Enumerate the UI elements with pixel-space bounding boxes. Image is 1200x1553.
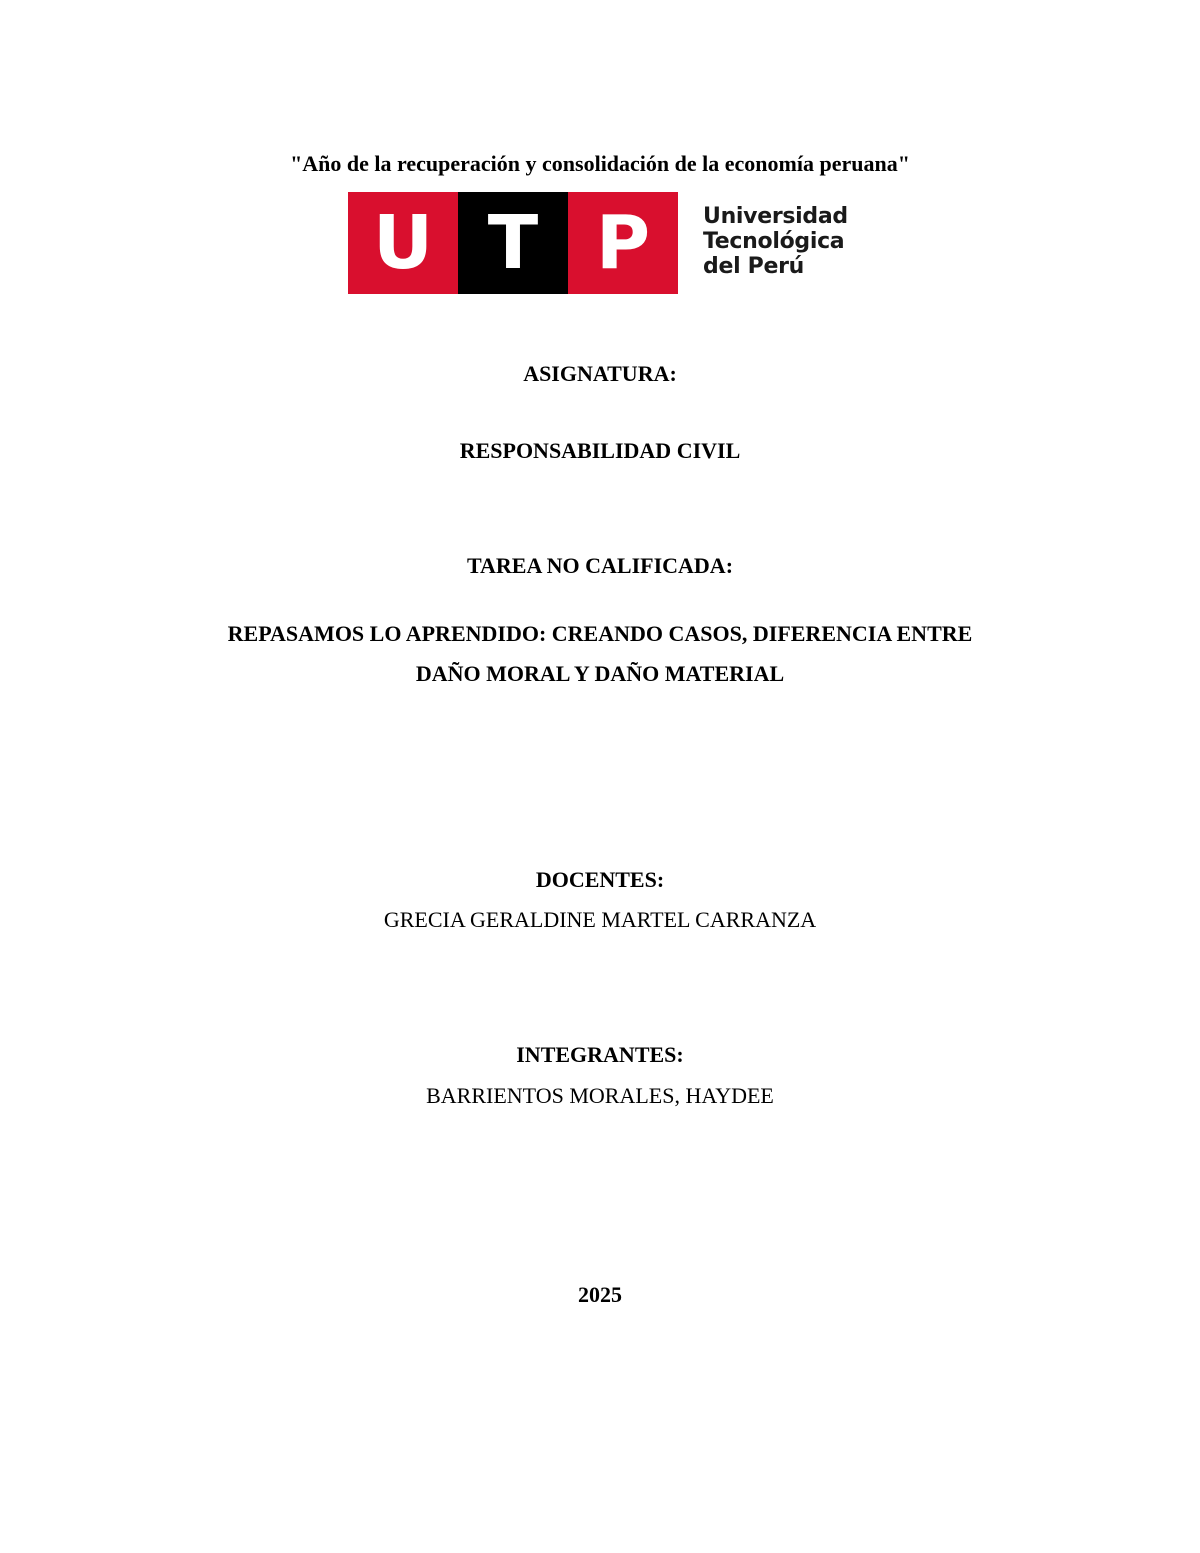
logo-wordmark [703,204,863,279]
assignment-title-line-1: REPASAMOS LO APRENDIDO: CREANDO CASOS, DIFERENCIA ENTRE [227,621,973,646]
logo-box-t [458,192,568,294]
logo-letter-u: U [372,200,434,286]
year: 2025 [578,1282,622,1307]
course-name: RESPONSABILIDAD CIVIL [459,438,741,463]
utp-logo [348,192,858,294]
motto: "Año de la recuperación y consolidación de la economía peruana" [290,151,910,176]
assignment-title-line-2: DAÑO MORAL Y DAÑO MATERIAL [415,661,785,686]
logo-letter-t: T [487,200,539,286]
logo-wordmark-line-1: Universidad [703,204,848,229]
logo-box-u [348,192,458,294]
course-label: ASIGNATURA: [523,361,677,386]
logo-wordmark-line-3: del Perú [703,254,805,279]
logo-box-p [568,192,678,294]
teacher-name: GRECIA GERALDINE MARTEL CARRANZA [383,907,817,932]
members-label: INTEGRANTES: [516,1042,684,1067]
logo-letter-p: P [595,200,651,286]
teachers-label: DOCENTES: [535,867,665,892]
logo-wordmark-line-2: Tecnológica [703,229,845,254]
assignment-label: TAREA NO CALIFICADA: [466,553,734,578]
member-name: BARRIENTOS MORALES, HAYDEE [426,1083,774,1108]
